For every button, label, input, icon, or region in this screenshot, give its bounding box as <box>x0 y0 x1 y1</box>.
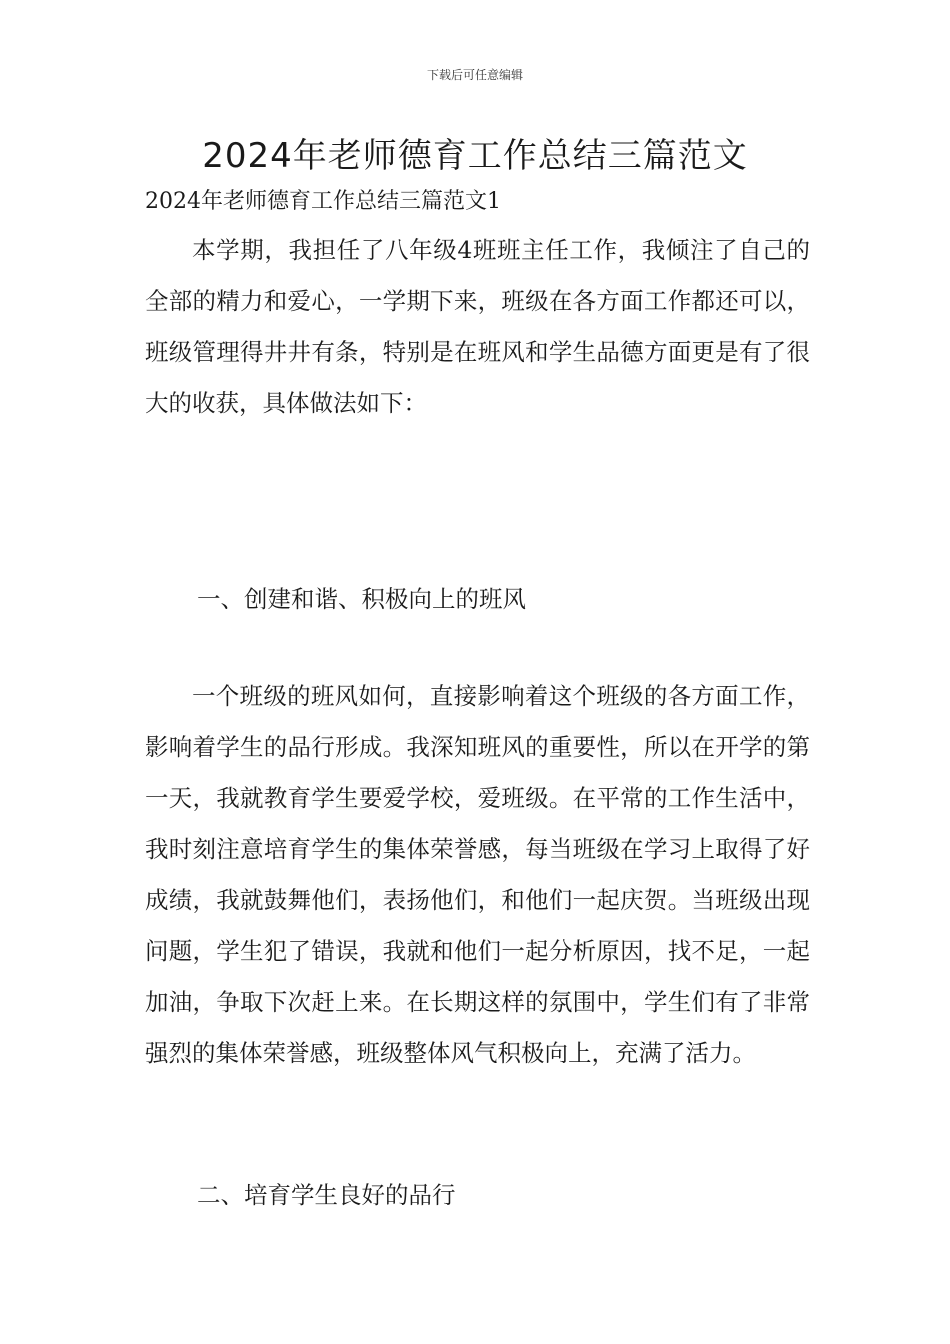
header-note: 下载后可任意编辑 <box>426 68 523 82</box>
section-heading-1: 一、创建和谐、积极向上的班风 <box>197 585 526 613</box>
paragraph-intro: 本学期，我担任了八年级4班班主任工作，我倾注了自己的全部的精力和爱心，一学期下来，班级在各方面工作都还可以，班级管理得井井有条，特别是在班风和学生品德方面更是有了很大的收获，具体做法如下： <box>145 236 810 417</box>
section-heading-2: 二、培育学生良好的品行 <box>197 1181 456 1209</box>
document-subtitle: 2024年老师德育工作总结三篇范文1 <box>145 189 501 214</box>
document-title: 2024年老师德育工作总结三篇范文 <box>202 136 748 176</box>
paragraph-class-culture: 一个班级的班风如何，直接影响着这个班级的各方面工作，影响着学生的品行形成。我深知班风的重要性，所以在开学的第一天，我就教育学生要爱学校，爱班级。在平常的工作生活中，我时刻注意培育学生的集体荣誉感，每当班级在学习上取得了好成绩，我就鼓舞他们，表扬他们，和他们一起庆贺。当班级出现问题，学生犯了错误，我就和他们一起分析原因，找不足，一起加油，争取下次赶上来。在长期这样的氛围中，学生们有了非常强烈的集体荣誉感，班级整体风气积极向上，充满了活力。 <box>145 682 810 1067</box>
